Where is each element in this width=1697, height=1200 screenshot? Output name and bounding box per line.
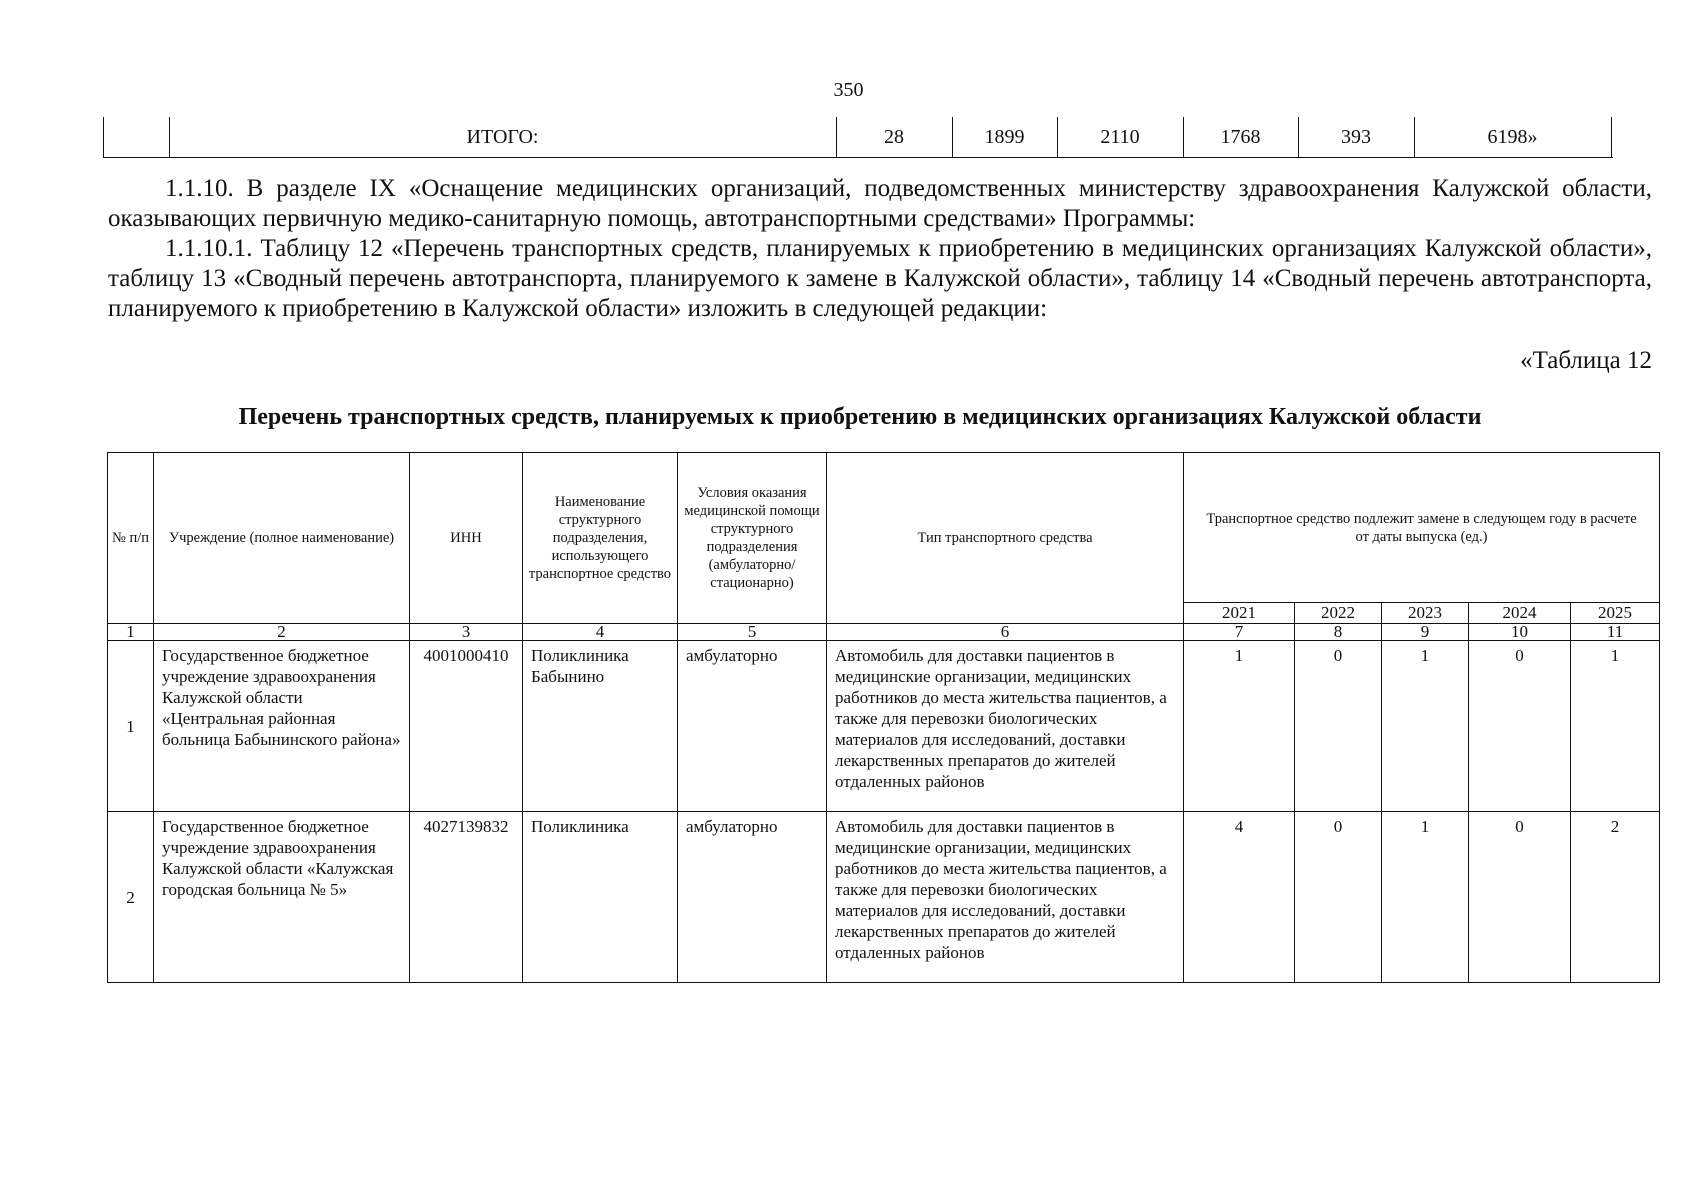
row-number: 2: [108, 812, 154, 983]
row-value-2025: 2: [1571, 812, 1660, 983]
column-number: 8: [1295, 624, 1382, 641]
column-number: 7: [1184, 624, 1295, 641]
column-number: 1: [108, 624, 154, 641]
row-value-2024: 0: [1469, 641, 1571, 812]
row-value-2023: 1: [1382, 641, 1469, 812]
column-number: 2: [154, 624, 410, 641]
total-value: 28: [884, 126, 904, 148]
header-conditions: Условия оказания медицинской помощи структурного подразделения (амбулаторно/ стационарно): [678, 453, 827, 624]
header-num: № п/п: [108, 453, 154, 624]
table-title: Перечень транспортных средств, планируемых к приобретению в медицинских организациях Калужской области: [238, 404, 1482, 430]
row-value-2021: 1: [1184, 641, 1295, 812]
header-institution: Учреждение (полное наименование): [154, 453, 410, 624]
row-value-2025: 1: [1571, 641, 1660, 812]
row-vehicle-type: Автомобиль для доставки пациентов в медицинские организации, медицинских работников до места жительства пациентов, а также для перевозки биологических материалов для исследований, доставки лекарственных препаратов до жителей отдаленных районов: [827, 641, 1184, 812]
paragraph-table-replacement: 1.1.10.1. Таблицу 12 «Перечень транспортных средств, планируемых к приобретению в медицинских организациях Калужской области», таблицу 13 «Сводный перечень автотранспорта, планируемого к замене в Калужской области», таблицу 14 «Сводный перечень автотранспорта, планируемого к приобретению в Калужской области» изложить в следующей редакции:: [108, 235, 1652, 322]
total-label: ИТОГО:: [466, 126, 539, 148]
table-row: [108, 641, 1660, 812]
column-number: 6: [827, 624, 1184, 641]
total-row: [103, 117, 1613, 158]
year-cell: 2021: [1184, 603, 1295, 624]
column-number: 11: [1571, 624, 1660, 641]
header-subdivision: Наименование структурного подразделения, использующего транспортное средство: [523, 453, 678, 624]
total-value: 393: [1341, 126, 1371, 148]
vehicle-table: [107, 452, 1660, 983]
column-number: 3: [410, 624, 523, 641]
column-number: 4: [523, 624, 678, 641]
column-number: 9: [1382, 624, 1469, 641]
header-vehicle-type: Тип транспортного средства: [827, 453, 1184, 624]
total-value: 6198»: [1487, 126, 1538, 148]
row-vehicle-type: Автомобиль для доставки пациентов в медицинские организации, медицинских работников до места жительства пациентов, а также для перевозки биологических материалов для исследований, доставки лекарственных препаратов до жителей отдаленных районов: [827, 812, 1184, 983]
vehicle-table-container: [107, 452, 1660, 983]
row-institution: Государственное бюджетное учреждение здравоохранения Калужской области «Центральная районная больница Бабынинского района»: [154, 641, 410, 812]
total-value: 1899: [984, 126, 1025, 148]
total-value: 1768: [1220, 126, 1261, 148]
header-inn: ИНН: [410, 453, 523, 624]
page-number: 350: [833, 79, 864, 101]
table-header-row: [108, 453, 1660, 603]
year-cell: 2023: [1382, 603, 1469, 624]
row-inn: 4001000410: [410, 641, 523, 812]
row-value-2021: 4: [1184, 812, 1295, 983]
row-subdivision: Поликлиника Бабынино: [523, 641, 678, 812]
column-number: 10: [1469, 624, 1571, 641]
year-cell: 2022: [1295, 603, 1382, 624]
year-cell: 2024: [1469, 603, 1571, 624]
column-number: 5: [678, 624, 827, 641]
row-subdivision: Поликлиника: [523, 812, 678, 983]
total-value: 2110: [1100, 126, 1140, 148]
row-value-2024: 0: [1469, 812, 1571, 983]
year-cell: 2025: [1571, 603, 1660, 624]
table-column-numbers-row: [108, 624, 1660, 641]
row-value-2023: 1: [1382, 812, 1469, 983]
row-inn: 4027139832: [410, 812, 523, 983]
row-institution: Государственное бюджетное учреждение здравоохранения Калужской области «Калужская городская больница № 5»: [154, 812, 410, 983]
row-number: 1: [108, 641, 154, 812]
table-row: [108, 812, 1660, 983]
table-label: «Таблица 12: [1520, 347, 1652, 374]
row-conditions: амбулаторно: [678, 641, 827, 812]
row-conditions: амбулаторно: [678, 812, 827, 983]
paragraph-section-ix: 1.1.10. В разделе IX «Оснащение медицинских организаций, подведомственных министерству здравоохранения Калужской области, оказывающих первичную медико-санитарную помощь, автотранспортными средствами» Программы:: [108, 175, 1652, 232]
header-replacement: Транспортное средство подлежит замене в следующем году в расчете от даты выпуска (ед.): [1184, 453, 1660, 603]
row-value-2022: 0: [1295, 812, 1382, 983]
row-value-2022: 0: [1295, 641, 1382, 812]
